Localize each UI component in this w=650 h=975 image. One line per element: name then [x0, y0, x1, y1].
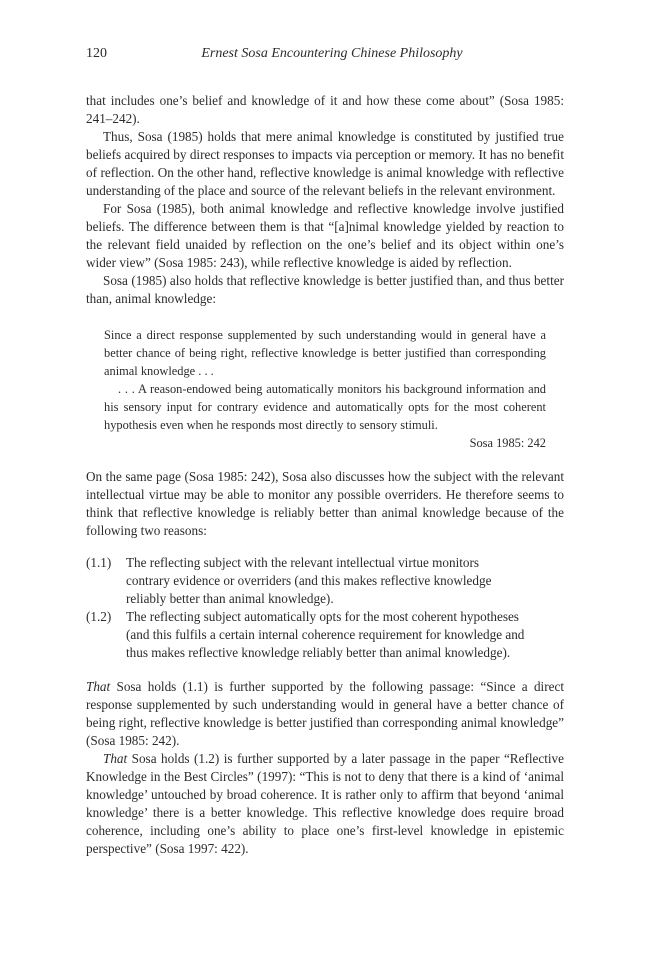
- paragraph-two-reasons: On the same page (Sosa 1985: 242), Sosa also discusses how the subject with the relevant intellectual virtue may be able to monitor any possible overriders. He therefore seems to think that reflective knowledge is reliably better than animal knowledge because of the following two reasons:: [86, 469, 564, 538]
- emphasis-that: That: [103, 751, 128, 766]
- reason-item: [86, 554, 564, 608]
- reason-item: [86, 608, 564, 662]
- paragraph-better-justified: Sosa (1985) also holds that reflective knowledge is better justified than, and thus better than, animal knowledge:: [86, 273, 564, 306]
- running-title: Ernest Sosa Encountering Chinese Philosophy: [201, 46, 463, 61]
- reason-number: (1.1): [86, 555, 112, 570]
- paragraph-support-1-1-text: Sosa holds (1.1) is further supported by the following passage: “Since a direct response supplemented by such understanding would in general have a better chance of being right, reflective knowledge is better justified than corresponding animal knowledge” (Sosa 1985: 242).: [86, 679, 564, 748]
- quote-paragraph-2: . . . A reason-endowed being automatically monitors his background information and his sensory input for contrary evidence and automatically opts for the most coherent hypothesis even when he responds most directly to sensory stimuli.: [104, 382, 546, 432]
- page-header: [86, 46, 564, 64]
- reasons-list: [86, 554, 564, 662]
- paragraph-support-1-2-text: Sosa holds (1.2) is further supported by a later passage in the paper “Reflective Knowledge in the Best Circles” (1997): “This is not to deny that there is a kind of ‘animal knowledge’ untouched by broad coherence. It is rather only to affirm that beyond ‘animal knowledge’ there is a better knowledge. This reflective knowledge does require broad coherence, including one’s ability to place one’s first-level knowledge in epistemic perspective” (Sosa 1997: 422).: [86, 751, 564, 856]
- block-quote: [104, 326, 546, 452]
- quote-paragraph-1: Since a direct response supplemented by such understanding would in general have a better chance of being right, reflective knowledge is better justified than corresponding animal knowledge . . .: [104, 328, 546, 378]
- emphasis-that: That: [86, 679, 111, 694]
- reason-number: (1.2): [86, 609, 112, 624]
- reason-text: The reflecting subject automatically opts for the most coherent hypotheses (and this fulfils a certain internal coherence requirement for knowledge and thus makes reflective knowledge reliably better than animal knowledge).: [126, 609, 525, 660]
- paragraph-support-1-1: [86, 678, 564, 750]
- body-text: [86, 92, 564, 858]
- paragraph-support-1-2: [86, 750, 564, 858]
- page-number: 120: [86, 46, 107, 61]
- paragraph-justified-beliefs: For Sosa (1985), both animal knowledge and reflective knowledge involve justified beliefs. The difference between them is that “[a]nimal knowledge yielded by reaction to the relevant field unaided by reflection on the one’s belief and its object within one’s wider view” (Sosa 1985: 243), while reflective knowledge is aided by reflection.: [86, 201, 564, 270]
- quote-citation: Sosa 1985: 242: [469, 436, 546, 450]
- paragraph-animal-knowledge: Thus, Sosa (1985) holds that mere animal knowledge is constituted by justified true beliefs acquired by direct responses to impacts via perception or memory. It has no benefit of reflection. On the other hand, reflective knowledge is animal knowledge with reflective understanding of the place and source of the relevant beliefs in the relevant environment.: [86, 129, 564, 198]
- reason-text: The reflecting subject with the relevant intellectual virtue monitors contrary evidence or overriders (and this makes reflective knowledge reliably better than animal knowledge).: [126, 555, 492, 606]
- paragraph-continued: that includes one’s belief and knowledge of it and how these come about” (Sosa 1985: 241–242).: [86, 93, 564, 126]
